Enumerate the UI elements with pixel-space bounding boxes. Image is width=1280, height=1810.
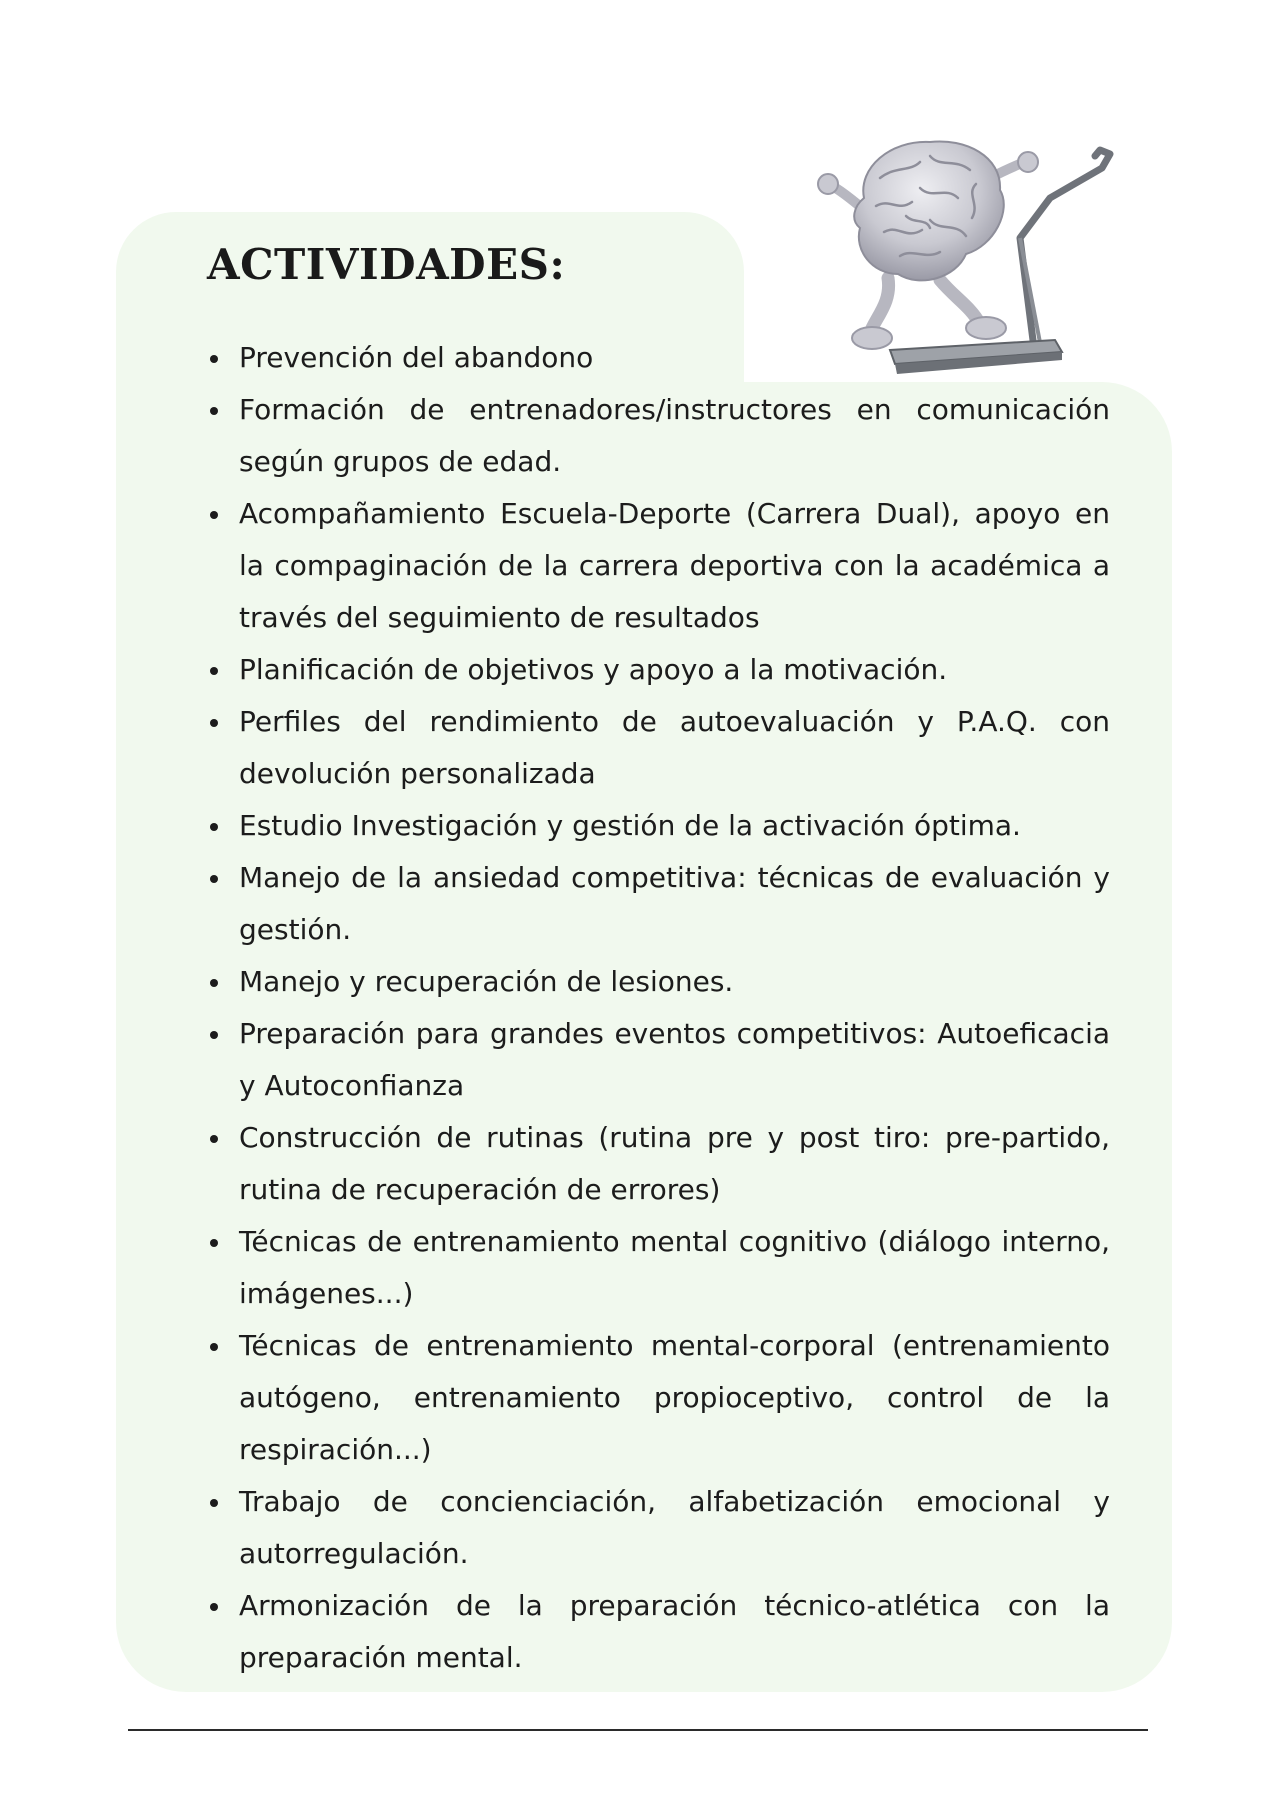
list-item: Preparación para grandes eventos competitivos: Autoeficacia y Autoconfianza bbox=[207, 1008, 1110, 1112]
list-item: Prevención del abandono bbox=[207, 332, 1110, 384]
list-item: Acompañamiento Escuela-Deporte (Carrera Dual), apoyo en la compaginación de la carrera deportiva con la académica a través del seguimiento de resultados bbox=[207, 488, 1110, 644]
list-item: Armonización de la preparación técnico-atlética con la preparación mental. bbox=[207, 1580, 1110, 1684]
footer-divider bbox=[128, 1729, 1148, 1731]
activities-list bbox=[207, 332, 1110, 1684]
list-item: Construcción de rutinas (rutina pre y post tiro: pre-partido, rutina de recuperación de errores) bbox=[207, 1112, 1110, 1216]
page-title: ACTIVIDADES: bbox=[207, 240, 566, 289]
list-item: Trabajo de concienciación, alfabetización emocional y autorregulación. bbox=[207, 1476, 1110, 1580]
list-item: Manejo de la ansiedad competitiva: técnicas de evaluación y gestión. bbox=[207, 852, 1110, 956]
list-item: Planificación de objetivos y apoyo a la motivación. bbox=[207, 644, 1110, 696]
list-item: Formación de entrenadores/instructores en comunicación según grupos de edad. bbox=[207, 384, 1110, 488]
list-item: Manejo y recuperación de lesiones. bbox=[207, 956, 1110, 1008]
list-item: Técnicas de entrenamiento mental-corporal (entrenamiento autógeno, entrenamiento propioceptivo, control de la respiración...) bbox=[207, 1320, 1110, 1476]
list-item: Perfiles del rendimiento de autoevaluación y P.A.Q. con devolución personalizada bbox=[207, 696, 1110, 800]
list-item: Estudio Investigación y gestión de la activación óptima. bbox=[207, 800, 1110, 852]
list-item: Técnicas de entrenamiento mental cognitivo (diálogo interno, imágenes...) bbox=[207, 1216, 1110, 1320]
